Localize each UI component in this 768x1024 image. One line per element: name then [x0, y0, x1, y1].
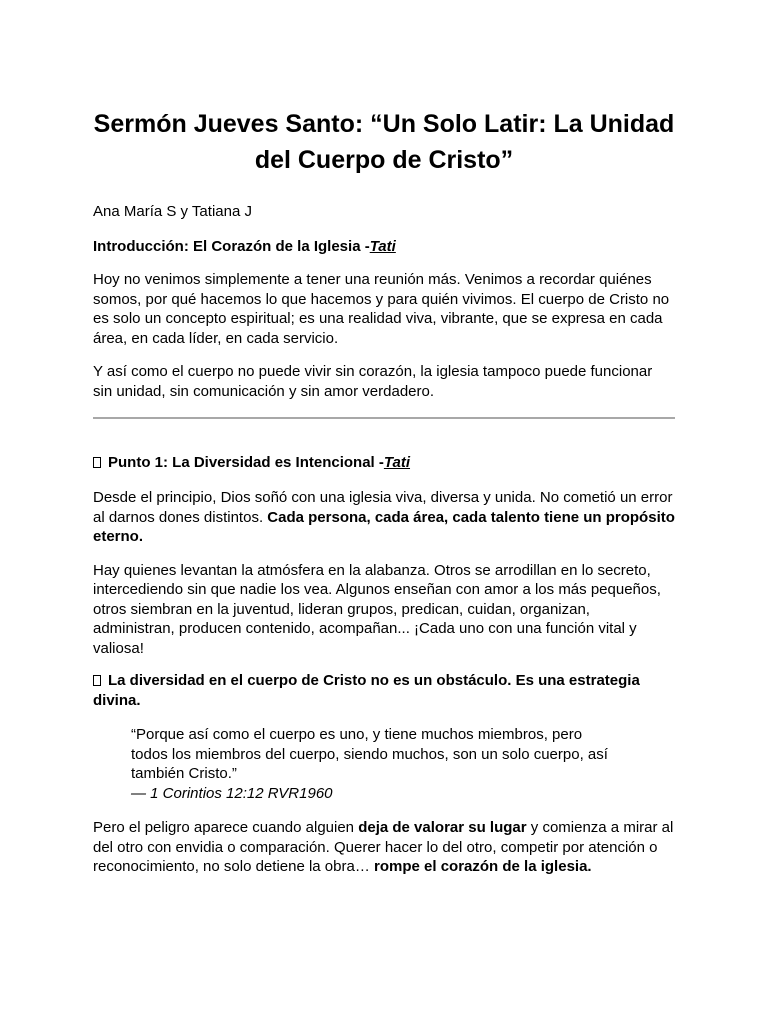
point1-callout-text: La diversidad en el cuerpo de Cristo no es un obstáculo. Es una estrategia divina. — [93, 672, 640, 709]
intro-speaker: Tati — [369, 237, 396, 255]
intro-paragraph-1: Hoy no venimos simplemente a tener una reunión más. Venimos a recordar quiénes somos, por qué hacemos lo que hacemos y para quién vivimos. El cuerpo de Cristo no es solo un concepto espiritual; es una realidad viva, vibrante, que se expresa en cada área, en cada líder, en cada servicio. — [93, 271, 670, 347]
point1-paragraph-2: Hay quienes levantan la atmósfera en la alabanza. Otros se arrodillan en lo secreto, intercediendo sin que nadie los vea. Algunos enseñan con amor a los más pequeños, otros siembran en la juventud, lideran grupos, predican, cuidan, organizan, administran, producen contenido, acompañan... ¡Cada uno con una función vital y valiosa! — [93, 561, 661, 657]
document-title: Sermón Jueves Santo: “Un Solo Latir: La Unidad del Cuerpo de Cristo” — [93, 110, 675, 174]
intro-heading-text: Introducción: El Corazón de la Iglesia - — [93, 237, 370, 255]
intro-heading — [93, 237, 675, 257]
point1-p3-b: deja de valorar su lugar — [358, 819, 527, 836]
point1-p3-d: rompe el corazón de la iglesia. — [374, 858, 592, 875]
authors-line: Ana María S y Tatiana J — [93, 203, 252, 220]
point1-speaker: Tati — [383, 454, 411, 471]
point1-heading — [93, 453, 675, 473]
quote-line-1: “Porque así como el cuerpo es uno, y tiene muchos miembros, pero — [131, 726, 583, 743]
missing-glyph-icon — [93, 675, 101, 686]
section-divider — [93, 417, 675, 419]
point1-paragraph-1 — [93, 488, 675, 547]
quote-line-2: todos los miembros del cuerpo, siendo muchos, son un solo cuerpo, así — [131, 745, 608, 763]
intro-paragraph-2: Y así como el cuerpo no puede vivir sin corazón, la iglesia tampoco puede funcionar sin unidad, sin comunicación y sin amor verdadero. — [93, 363, 653, 400]
quote-line-3: también Cristo.” — [131, 765, 237, 782]
point1-p1-emphasis: Cada persona, cada área, cada talento tiene un propósito eterno. — [93, 508, 675, 545]
quote-reference: — 1 Corintios 12:12 RVR1960 — [131, 784, 333, 802]
point1-callout — [93, 671, 675, 710]
point1-p3-c: y comienza a mirar al del otro con envidia o comparación. Querer hacer lo del otro, competir por atención o reconocimiento, no solo detiene la obra… — [93, 819, 674, 875]
bible-quote — [131, 725, 675, 803]
point1-p1-text: Desde el principio, Dios soñó con una iglesia viva, diversa y unida. No cometió un error al darnos dones distintos. — [93, 489, 673, 526]
point1-p3-a: Pero el peligro aparece cuando alguien — [93, 819, 359, 836]
point1-paragraph-3 — [93, 818, 675, 877]
point1-heading-text: Punto 1: La Diversidad es Intencional - — [108, 454, 384, 471]
missing-glyph-icon — [93, 457, 101, 468]
